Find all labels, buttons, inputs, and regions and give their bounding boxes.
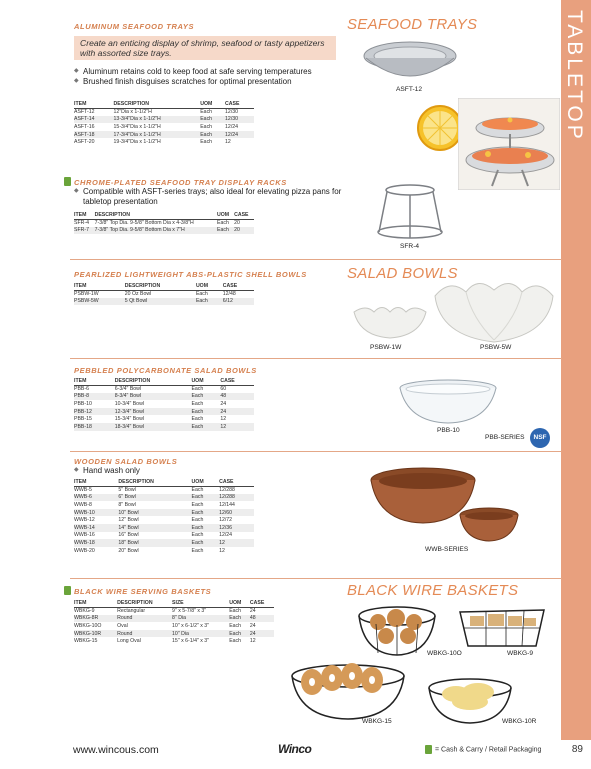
table-row <box>74 547 254 555</box>
column-header: CASE <box>220 378 254 385</box>
column-header: CASE <box>219 479 254 486</box>
table-row <box>74 415 254 423</box>
table-row <box>74 524 254 532</box>
table-row <box>74 615 274 623</box>
seafood-trays-bullets <box>74 67 344 86</box>
table-cell: 12 <box>225 139 231 146</box>
table-cell: Each <box>200 109 213 116</box>
long-oval-basket-image <box>288 660 408 722</box>
cash-carry-icon <box>64 586 71 595</box>
table-cell: PSBW-5W <box>74 298 125 306</box>
table-cell: 10" x 6-1/2" x 3" <box>172 622 210 629</box>
table-cell: 14" Bowl <box>118 524 191 532</box>
table-cell: 20" Bowl <box>118 547 139 554</box>
section-divider <box>70 578 562 579</box>
aluminum-tray-image <box>360 38 460 88</box>
column-header: DESCRIPTION <box>95 212 217 219</box>
table-cell: 12/30 <box>225 109 239 116</box>
wire-baskets-heading: BLACK WIRE BASKETS <box>347 582 519 599</box>
winco-logo <box>278 742 311 756</box>
table-cell: Each <box>200 139 213 146</box>
table-cell: WBKG-10R <box>74 630 117 638</box>
column-header: CASE <box>223 283 254 290</box>
table-cell: ASFT-14 <box>74 116 114 124</box>
table-cell: 15-3/4" Bowl <box>114 416 144 423</box>
table-header-row <box>74 600 274 607</box>
table-cell: WWB-14 <box>74 524 118 532</box>
table-row <box>74 393 254 401</box>
table-header-row <box>74 101 254 108</box>
table-row <box>74 298 254 306</box>
table-cell: WWB-20 <box>74 547 95 554</box>
display-rack-caption: SFR-4 <box>400 243 420 250</box>
column-header: SIZE <box>172 600 229 607</box>
table-row <box>74 494 254 502</box>
column-header: DESCRIPTION <box>117 600 172 607</box>
table-row <box>74 116 254 124</box>
table-row <box>74 630 274 638</box>
column-header: DESCRIPTION <box>115 378 192 385</box>
table-cell: 10" Bowl <box>118 509 191 517</box>
column-header: ITEM <box>74 101 114 108</box>
table-row <box>74 423 254 431</box>
table-header-row <box>74 378 254 385</box>
table-cell: 6" Bowl <box>118 494 191 502</box>
table-cell: 48 <box>250 615 274 623</box>
table-cell: Each <box>191 501 204 508</box>
table-row <box>74 108 254 116</box>
table-cell: 8-3/4" Bowl <box>115 393 192 401</box>
shell-bowl-large-image <box>432 274 556 346</box>
table-cell: 24 <box>249 608 256 615</box>
table-row <box>74 607 274 615</box>
shell-bowl-caption: PSBW-1W <box>370 344 402 351</box>
table-cell: 6/12 <box>223 298 254 306</box>
table-cell: 12 <box>219 547 225 554</box>
table-cell: Round <box>117 615 172 623</box>
pebbled-bowl-caption: PBB-10 <box>437 427 460 434</box>
display-racks-bullets <box>74 187 344 206</box>
shell-bowls-title: PEARLIZED LIGHTWEIGHT ABS-PLASTIC SHELL BOWLS <box>74 270 307 279</box>
display-rack-image <box>374 182 446 242</box>
table-cell: 12/48 <box>222 291 236 298</box>
section-divider <box>70 259 562 260</box>
seafood-trays-title: ALUMINUM SEAFOOD TRAYS <box>74 22 195 31</box>
table-cell: 12/72 <box>219 517 233 524</box>
wire-baskets-table <box>74 600 274 645</box>
table-cell: Each <box>191 423 220 431</box>
table-cell: 13-3/4"Dia x 1-1/2"H <box>114 116 201 124</box>
table-cell: 12"Dia x 1-1/2"H <box>113 109 152 116</box>
table-cell: Each <box>191 487 204 494</box>
table-cell: 12-3/4" Bowl <box>115 408 192 416</box>
table-cell: Each <box>192 524 220 532</box>
table-cell: Each <box>229 608 242 615</box>
page-number: 89 <box>571 744 583 755</box>
table-cell: Each <box>229 638 242 645</box>
wooden-bowls-bullets <box>74 466 274 476</box>
salad-bowls-heading: SALAD BOWLS <box>347 265 458 282</box>
table-cell: ASFT-20 <box>74 139 95 146</box>
table-cell: WBKG-15 <box>74 638 98 645</box>
table-cell: 24 <box>249 622 256 629</box>
table-cell: Each <box>200 116 225 124</box>
table-cell: Each <box>200 131 225 139</box>
table-cell: 24 <box>220 400 227 407</box>
legend-text: = Cash & Carry / Retail Packaging <box>435 746 542 754</box>
table-cell: SFR-4 <box>74 220 89 227</box>
table-cell: PSBW-1W <box>74 291 99 298</box>
table-cell: SFR-7 <box>74 227 95 235</box>
column-header: ITEM <box>74 283 125 290</box>
table-cell: 12/24 <box>219 532 233 539</box>
table-cell: PBB-12 <box>74 408 115 416</box>
column-header: ITEM <box>74 479 118 486</box>
table-row <box>74 219 254 227</box>
table-cell: ASFT-18 <box>74 131 114 139</box>
table-cell: Each <box>229 622 242 629</box>
website-link[interactable]: www.wincous.com <box>73 744 159 756</box>
column-header: UOM <box>192 479 220 486</box>
table-cell: 8" Dia <box>172 615 229 623</box>
column-header: CASE <box>234 212 254 219</box>
table-cell: 7-3/8" Top Dia. 9-5/8" Bottom Dia x 4-3/8"H <box>94 220 194 227</box>
table-cell: Each <box>217 227 234 235</box>
table-cell: WWB-10 <box>74 509 118 517</box>
table-row <box>74 227 254 235</box>
table-row <box>74 532 254 540</box>
bullet-item: ◆ Brushed finish disguises scratches for optimal presentation <box>74 77 344 87</box>
table-cell: 19-3/4"Dia x 1-1/2"H <box>113 139 161 146</box>
seafood-trays-table <box>74 101 254 146</box>
table-cell: 15-3/4"Dia x 1-1/2"H <box>113 123 161 130</box>
section-divider <box>70 358 562 359</box>
table-cell: 15" x 6-1/4" x 3" <box>172 638 210 645</box>
wooden-bowls-title: WOODEN SALAD BOWLS <box>74 457 178 466</box>
wooden-bowls-table <box>74 479 254 554</box>
table-cell: PBB-10 <box>74 400 92 407</box>
table-cell: 12/36 <box>219 524 254 532</box>
pebbled-bowls-title: PEBBLED POLYCARBONATE SALAD BOWLS <box>74 366 257 375</box>
seafood-trays-heading: SEAFOOD TRAYS <box>347 16 478 33</box>
table-cell: WBKG-10O <box>74 622 102 629</box>
table-row <box>74 516 254 524</box>
table-row <box>74 408 254 416</box>
column-header: UOM <box>196 283 223 290</box>
section-tab-label: TABLETOP <box>563 10 586 142</box>
wire-basket-caption: WBKG-10R <box>502 718 537 725</box>
table-cell: 20 <box>234 220 240 227</box>
table-cell: 8" Bowl <box>118 501 136 508</box>
column-header: CASE <box>250 600 274 607</box>
table-cell: Each <box>191 416 204 423</box>
cash-carry-icon <box>64 177 71 186</box>
table-cell: Each <box>191 400 204 407</box>
table-cell: 10" Dia <box>172 630 229 638</box>
table-cell: 12/24 <box>225 123 239 130</box>
display-racks-table <box>74 212 254 234</box>
cash-carry-icon <box>425 745 432 754</box>
table-cell: 24 <box>220 408 254 416</box>
wooden-bowl-caption: WWB-SERIES <box>425 546 469 553</box>
oval-basket-image <box>356 604 438 658</box>
table-row <box>74 400 254 408</box>
table-cell: 48 <box>220 393 254 401</box>
table-row <box>74 637 274 645</box>
table-cell: 9" x 5-7/8" x 3" <box>172 608 207 615</box>
table-cell: 12 <box>249 638 256 645</box>
table-cell: 12" Bowl <box>118 517 139 524</box>
table-row <box>74 509 254 517</box>
table-cell: WBKG-8R <box>74 615 117 623</box>
section-divider <box>70 451 562 452</box>
table-cell: WWB-8 <box>74 501 92 508</box>
column-header: ITEM <box>74 212 95 219</box>
lemon-slice-image <box>416 98 462 158</box>
table-cell: WWB-16 <box>74 532 95 539</box>
table-cell: 12/60 <box>219 509 254 517</box>
logo-text: Winco <box>278 742 312 756</box>
table-cell: Each <box>191 393 220 401</box>
table-cell: 7-3/8" Top Dia. 9-5/8" Bottom Dia x 7"H <box>95 227 217 235</box>
table-row <box>74 486 254 494</box>
table-cell: 12/144 <box>219 501 235 508</box>
rectangular-basket-image <box>456 606 548 650</box>
table-row <box>74 131 254 139</box>
table-cell: WWB-18 <box>74 539 118 547</box>
table-cell: Each <box>191 386 204 393</box>
table-cell: 5 Qt Bowl <box>125 298 196 306</box>
table-row <box>74 123 254 131</box>
pebbled-series-caption: PBB-SERIES <box>485 434 525 441</box>
table-cell: Rectangular <box>117 608 146 615</box>
pebbled-bowls-table <box>74 378 254 431</box>
column-header: ITEM <box>74 600 117 607</box>
table-cell: Each <box>229 630 250 638</box>
table-cell: 12/30 <box>225 116 254 124</box>
table-cell: 12/288 <box>219 494 254 502</box>
table-cell: 6-3/4" Bowl <box>114 386 142 393</box>
table-cell: PBB-6 <box>74 386 89 393</box>
table-cell: Each <box>192 494 220 502</box>
table-cell: WWB-12 <box>74 517 95 524</box>
table-cell: 17-3/4"Dia x 1-1/2"H <box>114 131 201 139</box>
wire-basket-caption: WBKG-10O <box>427 650 462 657</box>
table-row <box>74 501 254 509</box>
table-row <box>74 138 254 146</box>
table-row <box>74 290 254 298</box>
wire-basket-caption: WBKG-9 <box>507 650 534 657</box>
table-cell: Each <box>191 408 220 416</box>
table-cell: ASFT-12 <box>74 109 95 116</box>
column-header: UOM <box>229 600 250 607</box>
shell-bowl-small-image <box>350 300 430 342</box>
round-basket-image <box>426 676 514 724</box>
bullet-item: ◆ Hand wash only <box>74 466 274 476</box>
table-cell: Long Oval <box>117 638 141 645</box>
table-cell: Each <box>191 532 204 539</box>
table-cell: 12/288 <box>219 487 235 494</box>
table-cell: 12 <box>220 416 227 423</box>
table-header-row <box>74 212 254 219</box>
table-row <box>74 385 254 393</box>
table-cell: WBKG-9 <box>74 608 95 615</box>
column-header: ITEM <box>74 378 115 385</box>
table-cell: Each <box>195 291 208 298</box>
seafood-trays-intro: Create an enticing display of shrimp, seafood or tasty appetizers with assorted size trays. <box>74 36 336 60</box>
seafood-display-photo <box>458 98 560 190</box>
table-cell: Round <box>117 630 172 638</box>
table-row <box>74 622 274 630</box>
wooden-bowl-small-image <box>458 507 520 543</box>
table-cell: 12 <box>219 539 254 547</box>
table-cell: Each <box>192 539 220 547</box>
table-cell: 12 <box>220 423 254 431</box>
column-header: UOM <box>217 212 234 219</box>
table-cell: Each <box>192 509 220 517</box>
table-header-row <box>74 283 254 290</box>
table-cell: 20 Oz Bowl <box>124 291 152 298</box>
retail-legend <box>425 745 541 754</box>
table-cell: Each <box>217 220 229 227</box>
shell-bowl-caption: PSBW-5W <box>480 344 512 351</box>
table-cell: PBB-8 <box>74 393 115 401</box>
table-cell: Oval <box>117 622 128 629</box>
column-header: DESCRIPTION <box>125 283 196 290</box>
table-cell: ASFT-16 <box>74 123 95 130</box>
table-cell: WWB-5 <box>74 487 92 494</box>
bullet-item: ◆ Compatible with ASFT-series trays; also ideal for elevating pizza pans for tabletop presentation <box>74 187 344 206</box>
table-row <box>74 539 254 547</box>
table-cell: 20 <box>234 227 254 235</box>
column-header: DESCRIPTION <box>118 479 191 486</box>
bullet-item: ◆ Aluminum retains cold to keep food at safe serving temperatures <box>74 67 344 77</box>
wire-baskets-title: BLACK WIRE SERVING BASKETS <box>74 587 212 596</box>
table-cell: Each <box>191 517 204 524</box>
table-cell: 10-3/4" Bowl <box>114 400 144 407</box>
nsf-badge: NSF <box>530 428 550 448</box>
table-cell: 24 <box>250 630 274 638</box>
column-header: UOM <box>191 378 220 385</box>
wire-basket-caption: WBKG-15 <box>362 718 392 725</box>
table-cell: 18-3/4" Bowl <box>115 423 192 431</box>
table-cell: 16" Bowl <box>118 532 139 539</box>
table-cell: 12/24 <box>225 131 254 139</box>
column-header: UOM <box>200 101 225 108</box>
table-cell: WWB-6 <box>74 494 118 502</box>
table-cell: Each <box>196 298 223 306</box>
table-cell: PBB-18 <box>74 423 115 431</box>
shell-bowls-table <box>74 283 254 305</box>
table-cell: 18" Bowl <box>118 539 191 547</box>
column-header: DESCRIPTION <box>114 101 201 108</box>
table-cell: Each <box>200 123 213 130</box>
seafood-tray-caption: ASFT-12 <box>396 86 423 93</box>
pebbled-bowl-image <box>396 378 500 426</box>
table-cell: PBB-15 <box>74 416 92 423</box>
table-header-row <box>74 479 254 486</box>
display-racks-title: CHROME-PLATED SEAFOOD TRAY DISPLAY RACKS <box>74 178 287 187</box>
table-cell: 60 <box>220 386 227 393</box>
column-header: CASE <box>225 101 254 108</box>
table-cell: Each <box>229 615 250 623</box>
table-cell: Each <box>191 547 204 554</box>
section-tab <box>561 0 591 740</box>
table-cell: 5" Bowl <box>118 487 136 494</box>
